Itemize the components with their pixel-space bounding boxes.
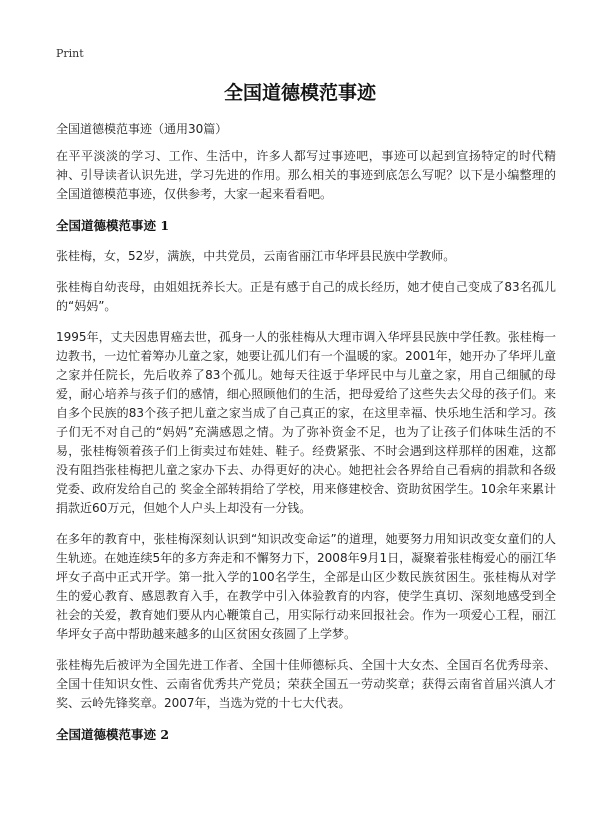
section-heading-1: 全国道德模范事迹 1	[56, 218, 170, 233]
article-body	[56, 120, 556, 756]
paragraph: 张桂梅先后被评为全国先进工作者、全国十佳师德标兵、全国十大女杰、全国百名优秀母亲、全国十佳知识女性、云南省优秀共产党员；荣获全国五一劳动奖章；获得云南省首届兴滇人才奖、云岭先锋奖章。2007年，当选为党的十七大代表。	[56, 658, 556, 710]
section-heading-2: 全国道德模范事迹 2	[56, 727, 170, 742]
paragraph: 在多年的教育中，张桂梅深刻认识到“知识改变命运”的道理，她要努力用知识改变女童们的人生轨迹。在她连续5年的多方奔走和不懈努力下，2008年9月1日，凝聚着张桂梅爱心的丽江华坪女子高中正式开学。第一批入学的100名学生，全部是山区少数民族贫困生。张桂梅从对学生的爱心教育、感恩教育入手，在教学中引入体验教育的内容，使学生真切、深刻地感受到全社会的关爱，教育她们要从内心鞭策自己，用实际行动来回报社会。作为一项爱心工程，丽江华坪女子高中帮助越来越多的山区贫困女孩圆了上学梦。	[56, 532, 556, 641]
page-title: 全国道德模范事迹	[223, 82, 376, 104]
article-subtitle: 全国道德模范事迹（通用30篇）	[56, 122, 228, 136]
intro-paragraph: 在平平淡淡的学习、工作、生活中，许多人都写过事迹吧，事迹可以起到宣扬特定的时代精神、引导读者认识先进，学习先进的作用。那么相关的事迹到底怎么写呢？以下是小编整理的全国道德模范事迹，仅供参考，大家一起来看看吧。	[56, 149, 556, 201]
paragraph: 张桂梅自幼丧母，由姐姐抚养长大。正是有感于自己的成长经历，她才使自己变成了83名孤儿的“妈妈”。	[56, 280, 556, 313]
paragraph: 张桂梅，女，52岁，满族，中共党员，云南省丽江市华坪县民族中学教师。	[56, 249, 456, 263]
paragraph: 1995年，丈夫因患胃癌去世，孤身一人的张桂梅从大理市调入华坪县民族中学任教。张桂梅一边教书，一边忙着筹办儿童之家，她要让孤儿们有一个温暖的家。2001年，她开办了华坪儿童之家并任院长，先后收养了83个孤儿。她每天往返于华坪民中与儿童之家，用自己细腻的母爱，耐心培养与孩子们的感情，细心照顾他们的生活，把母爱给了这些失去父母的孩子们。来自多个民族的83个孩子把儿童之家当成了自己真正的家，在这里幸福、快乐地生活和学习。孩子们无不对自己的“妈妈”充满感恩之情。为了弥补资金不足，也为了让孩子们体味生活的不易，张桂梅领着孩子们上街卖过布娃娃、鞋子。经费紧张、不时会遇到这样那样的困难，这都没有阻挡张桂梅把儿童之家办下去、办得更好的决心。她把社会各界给自己看病的捐款和各级党委、政府发给自己的 奖金全部转捐给了学校，用来修建校舍、资助贫困学生。10余年来累计捐款近60万元，但她个人户头上却没有一分钱。	[56, 330, 556, 515]
print-label: Print	[56, 47, 84, 60]
